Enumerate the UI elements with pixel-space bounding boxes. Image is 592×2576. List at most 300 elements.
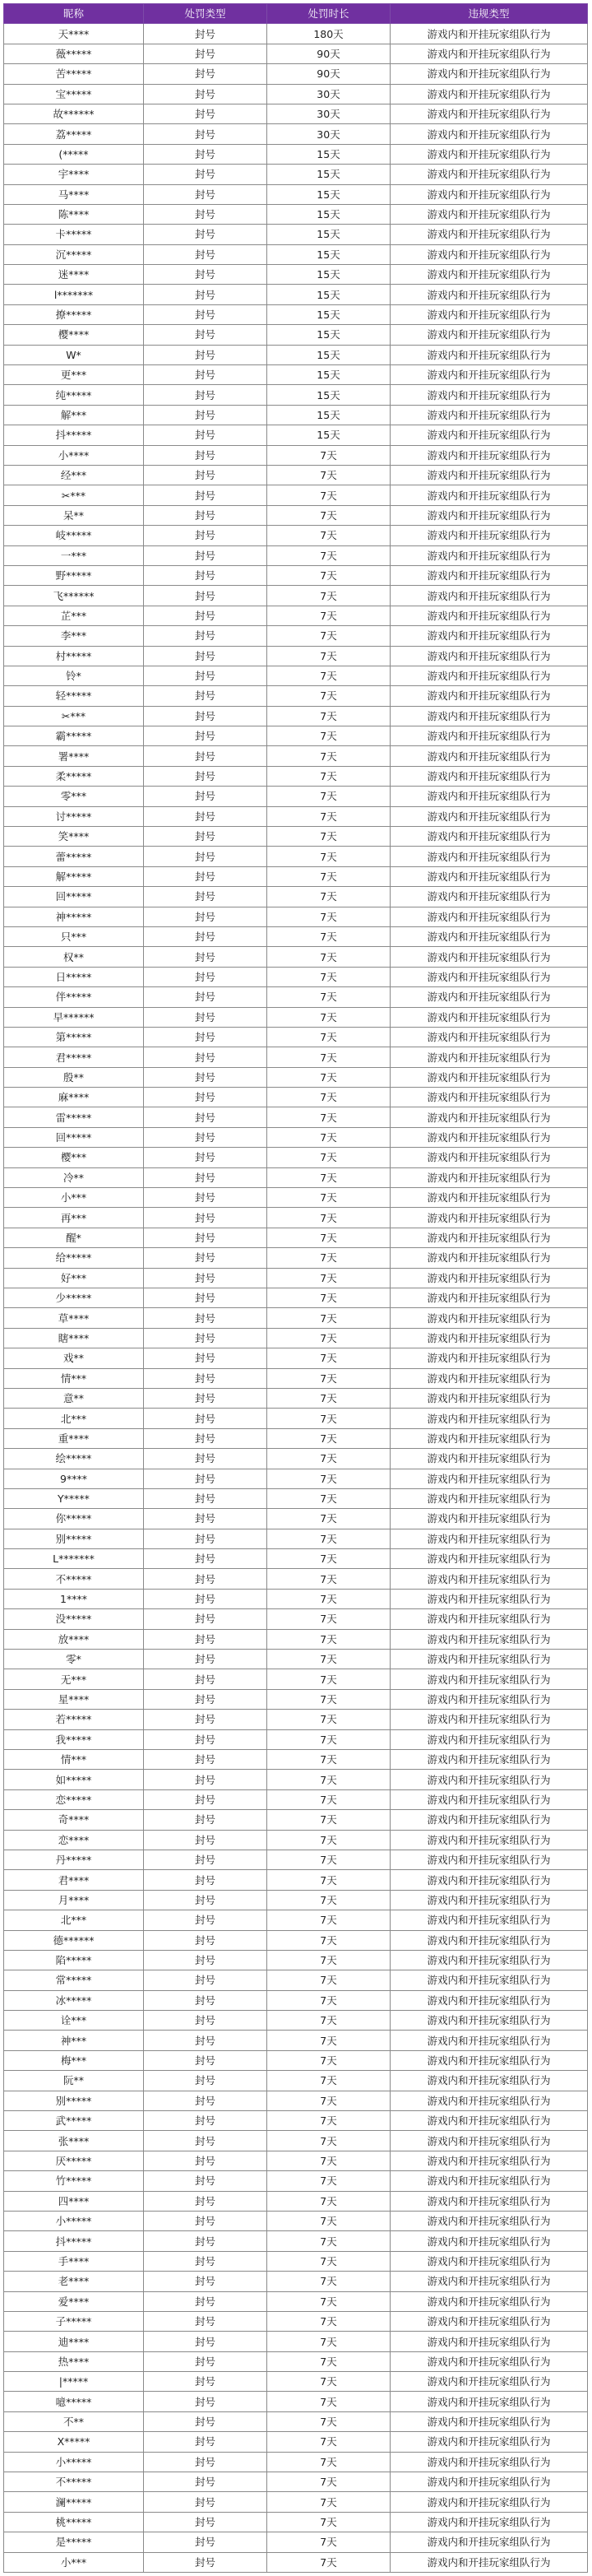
cell-penalty-type: 封号 [144, 2231, 267, 2251]
cell-penalty-duration: 7天 [267, 505, 391, 525]
cell-penalty-type: 封号 [144, 2211, 267, 2230]
cell-nickname: Y***** [4, 1488, 144, 1508]
cell-penalty-duration: 7天 [267, 2171, 391, 2191]
table-row [4, 1067, 588, 1087]
cell-penalty-type: 封号 [144, 1669, 267, 1689]
cell-violation-type: 游戏内和开挂玩家组队行为 [391, 1188, 588, 1208]
cell-violation-type: 游戏内和开挂玩家组队行为 [391, 1268, 588, 1288]
cell-violation-type: 游戏内和开挂玩家组队行为 [391, 405, 588, 425]
cell-penalty-duration: 15天 [267, 184, 391, 204]
cell-violation-type: 游戏内和开挂玩家组队行为 [391, 2392, 588, 2411]
cell-nickname: 武***** [4, 2111, 144, 2131]
cell-penalty-duration: 7天 [267, 1368, 391, 1388]
cell-penalty-duration: 7天 [267, 1348, 391, 1368]
cell-penalty-duration: 7天 [267, 606, 391, 625]
cell-penalty-duration: 7天 [267, 2472, 391, 2492]
cell-violation-type: 游戏内和开挂玩家组队行为 [391, 907, 588, 926]
cell-penalty-type: 封号 [144, 465, 267, 485]
cell-penalty-type: 封号 [144, 2091, 267, 2110]
cell-violation-type: 游戏内和开挂玩家组队行为 [391, 1167, 588, 1187]
table-row [4, 2532, 588, 2552]
cell-violation-type: 游戏内和开挂玩家组队行为 [391, 1368, 588, 1388]
cell-violation-type: 游戏内和开挂玩家组队行为 [391, 686, 588, 706]
table-row [4, 2050, 588, 2070]
table-row [4, 84, 588, 104]
cell-violation-type: 游戏内和开挂玩家组队行为 [391, 967, 588, 986]
cell-penalty-duration: 7天 [267, 1729, 391, 1749]
cell-penalty-type: 封号 [144, 204, 267, 224]
cell-nickname: 更*** [4, 365, 144, 385]
cell-penalty-type: 封号 [144, 2291, 267, 2311]
table-row [4, 1449, 588, 1469]
cell-nickname: 柔***** [4, 766, 144, 786]
cell-penalty-type: 封号 [144, 1027, 267, 1047]
cell-nickname: 如***** [4, 1770, 144, 1789]
cell-violation-type: 游戏内和开挂玩家组队行为 [391, 1930, 588, 1950]
cell-penalty-duration: 7天 [267, 1589, 391, 1608]
cell-penalty-type: 封号 [144, 787, 267, 806]
cell-penalty-duration: 15天 [267, 265, 391, 285]
cell-penalty-duration: 7天 [267, 545, 391, 565]
cell-violation-type: 游戏内和开挂玩家组队行为 [391, 144, 588, 164]
cell-penalty-type: 封号 [144, 1870, 267, 1890]
cell-violation-type: 游戏内和开挂玩家组队行为 [391, 1789, 588, 1809]
cell-penalty-type: 封号 [144, 1007, 267, 1027]
table-row [4, 1729, 588, 1749]
cell-penalty-type: 封号 [144, 526, 267, 545]
cell-violation-type: 游戏内和开挂玩家组队行为 [391, 1629, 588, 1649]
table-row [4, 787, 588, 806]
header-row [4, 4, 588, 24]
cell-penalty-type: 封号 [144, 365, 267, 385]
header-penalty-duration: 处罚时长 [267, 4, 391, 24]
cell-penalty-type: 封号 [144, 1188, 267, 1208]
cell-penalty-duration: 7天 [267, 2552, 391, 2572]
cell-violation-type: 游戏内和开挂玩家组队行为 [391, 2031, 588, 2050]
table-row [4, 907, 588, 926]
cell-penalty-type: 封号 [144, 265, 267, 285]
table-row [4, 144, 588, 164]
cell-penalty-type: 封号 [144, 1268, 267, 1288]
cell-penalty-duration: 15天 [267, 425, 391, 445]
cell-penalty-duration: 7天 [267, 1208, 391, 1228]
table-row [4, 2131, 588, 2151]
cell-penalty-type: 封号 [144, 1428, 267, 1448]
cell-penalty-duration: 7天 [267, 2452, 391, 2472]
cell-penalty-duration: 15天 [267, 165, 391, 184]
cell-penalty-type: 封号 [144, 24, 267, 44]
table-row [4, 1589, 588, 1608]
table-row [4, 1027, 588, 1047]
cell-penalty-duration: 7天 [267, 766, 391, 786]
cell-nickname: 再*** [4, 1208, 144, 1228]
cell-nickname: 零*** [4, 787, 144, 806]
cell-nickname: 常***** [4, 1970, 144, 1990]
cell-nickname: 小*** [4, 1188, 144, 1208]
cell-penalty-duration: 7天 [267, 2392, 391, 2411]
cell-penalty-duration: 7天 [267, 1228, 391, 1247]
cell-penalty-duration: 7天 [267, 2251, 391, 2271]
cell-nickname: 纯***** [4, 385, 144, 405]
cell-penalty-type: 封号 [144, 44, 267, 63]
cell-nickname: 零* [4, 1650, 144, 1669]
cell-penalty-type: 封号 [144, 1549, 267, 1569]
cell-nickname: 北*** [4, 1910, 144, 1930]
cell-penalty-duration: 15天 [267, 144, 391, 164]
cell-penalty-type: 封号 [144, 1569, 267, 1589]
cell-violation-type: 游戏内和开挂玩家组队行为 [391, 1409, 588, 1428]
cell-penalty-duration: 7天 [267, 2532, 391, 2552]
cell-nickname: 麻**** [4, 1088, 144, 1107]
cell-penalty-duration: 7天 [267, 987, 391, 1007]
cell-violation-type: 游戏内和开挂玩家组队行为 [391, 2552, 588, 2572]
cell-penalty-duration: 7天 [267, 1950, 391, 1970]
cell-penalty-type: 封号 [144, 1228, 267, 1247]
cell-penalty-duration: 7天 [267, 1067, 391, 1087]
cell-penalty-type: 封号 [144, 425, 267, 445]
table-row [4, 1107, 588, 1127]
cell-nickname: 樱**** [4, 325, 144, 345]
cell-nickname: 小**** [4, 445, 144, 465]
cell-penalty-duration: 7天 [267, 1428, 391, 1448]
table-row [4, 987, 588, 1007]
table-row [4, 2091, 588, 2110]
cell-nickname: 天**** [4, 24, 144, 44]
cell-penalty-duration: 7天 [267, 2351, 391, 2371]
cell-penalty-type: 封号 [144, 2552, 267, 2572]
cell-penalty-duration: 7天 [267, 1890, 391, 1910]
table-row [4, 847, 588, 866]
table-row [4, 104, 588, 123]
cell-violation-type: 游戏内和开挂玩家组队行为 [391, 1208, 588, 1228]
cell-penalty-type: 封号 [144, 2272, 267, 2291]
cell-nickname: 若***** [4, 1710, 144, 1729]
table-row [4, 405, 588, 425]
cell-penalty-duration: 7天 [267, 2411, 391, 2431]
table-row [4, 1208, 588, 1228]
cell-nickname: 讨***** [4, 806, 144, 826]
cell-penalty-duration: 7天 [267, 1910, 391, 1930]
table-row [4, 1388, 588, 1408]
cell-penalty-type: 封号 [144, 1248, 267, 1268]
table-row [4, 626, 588, 646]
cell-nickname: ✂*** [4, 706, 144, 726]
cell-violation-type: 游戏内和开挂玩家组队行为 [391, 2171, 588, 2191]
cell-violation-type: 游戏内和开挂玩家组队行为 [391, 646, 588, 666]
cell-nickname: 苦***** [4, 64, 144, 84]
cell-nickname: 北*** [4, 1409, 144, 1428]
cell-penalty-type: 封号 [144, 1328, 267, 1348]
cell-nickname: 野***** [4, 565, 144, 585]
cell-penalty-duration: 15天 [267, 325, 391, 345]
table-row [4, 2171, 588, 2191]
cell-penalty-duration: 7天 [267, 1288, 391, 1308]
cell-penalty-type: 封号 [144, 1409, 267, 1428]
cell-penalty-duration: 7天 [267, 866, 391, 886]
cell-violation-type: 游戏内和开挂玩家组队行为 [391, 1107, 588, 1127]
table-row [4, 385, 588, 405]
cell-penalty-type: 封号 [144, 244, 267, 264]
table-row [4, 565, 588, 585]
cell-penalty-duration: 7天 [267, 1970, 391, 1990]
cell-nickname: 不***** [4, 1569, 144, 1589]
cell-penalty-type: 封号 [144, 1789, 267, 1809]
table-row [4, 2011, 588, 2031]
cell-penalty-duration: 15天 [267, 385, 391, 405]
cell-penalty-type: 封号 [144, 225, 267, 244]
cell-penalty-duration: 7天 [267, 2311, 391, 2331]
cell-nickname: |***** [4, 2372, 144, 2392]
table-row [4, 2411, 588, 2431]
cell-nickname: 霸***** [4, 726, 144, 746]
cell-nickname: 迪**** [4, 2332, 144, 2351]
table-row [4, 44, 588, 63]
cell-violation-type: 游戏内和开挂玩家组队行为 [391, 1950, 588, 1970]
cell-penalty-type: 封号 [144, 1509, 267, 1529]
cell-violation-type: 游戏内和开挂玩家组队行为 [391, 1328, 588, 1348]
cell-violation-type: 游戏内和开挂玩家组队行为 [391, 24, 588, 44]
cell-nickname: 是***** [4, 2532, 144, 2552]
cell-penalty-duration: 7天 [267, 1449, 391, 1469]
cell-nickname: 戏** [4, 1348, 144, 1368]
cell-violation-type: 游戏内和开挂玩家组队行为 [391, 84, 588, 104]
cell-nickname: 奇**** [4, 1810, 144, 1830]
cell-penalty-duration: 7天 [267, 565, 391, 585]
cell-nickname: 抖***** [4, 2231, 144, 2251]
cell-penalty-type: 封号 [144, 124, 267, 144]
cell-nickname: 德****** [4, 1930, 144, 1950]
cell-nickname: 我***** [4, 1729, 144, 1749]
table-row [4, 345, 588, 364]
cell-nickname: 小***** [4, 2211, 144, 2230]
table-row [4, 1950, 588, 1970]
cell-penalty-duration: 7天 [267, 1409, 391, 1428]
cell-penalty-type: 封号 [144, 104, 267, 123]
table-row [4, 1248, 588, 1268]
cell-penalty-duration: 7天 [267, 847, 391, 866]
table-row [4, 1970, 588, 1990]
cell-nickname: 君***** [4, 1047, 144, 1067]
cell-violation-type: 游戏内和开挂玩家组队行为 [391, 586, 588, 606]
cell-nickname: 故****** [4, 104, 144, 123]
cell-penalty-duration: 7天 [267, 1569, 391, 1589]
cell-penalty-type: 封号 [144, 2191, 267, 2211]
cell-penalty-type: 封号 [144, 445, 267, 465]
cell-penalty-type: 封号 [144, 866, 267, 886]
table-row [4, 2492, 588, 2512]
cell-violation-type: 游戏内和开挂玩家组队行为 [391, 365, 588, 385]
cell-penalty-type: 封号 [144, 2151, 267, 2170]
cell-penalty-duration: 7天 [267, 1650, 391, 1669]
cell-penalty-duration: 7天 [267, 1609, 391, 1629]
cell-violation-type: 游戏内和开挂玩家组队行为 [391, 2452, 588, 2472]
cell-penalty-type: 封号 [144, 304, 267, 324]
cell-penalty-duration: 30天 [267, 124, 391, 144]
table-row [4, 1529, 588, 1548]
table-row [4, 806, 588, 826]
table-row [4, 505, 588, 525]
table-row [4, 1228, 588, 1247]
cell-penalty-duration: 7天 [267, 2432, 391, 2452]
cell-nickname: 恋**** [4, 1830, 144, 1850]
cell-nickname: 樱*** [4, 1148, 144, 1167]
cell-penalty-type: 封号 [144, 325, 267, 345]
cell-penalty-duration: 7天 [267, 787, 391, 806]
table-row [4, 2432, 588, 2452]
cell-penalty-type: 封号 [144, 1729, 267, 1749]
cell-violation-type: 游戏内和开挂玩家组队行为 [391, 1749, 588, 1769]
cell-penalty-type: 封号 [144, 847, 267, 866]
cell-penalty-type: 封号 [144, 2452, 267, 2472]
cell-violation-type: 游戏内和开挂玩家组队行为 [391, 2472, 588, 2492]
cell-penalty-duration: 7天 [267, 1107, 391, 1127]
cell-nickname: 小***** [4, 2452, 144, 2472]
cell-nickname: 瞎**** [4, 1328, 144, 1348]
cell-penalty-type: 封号 [144, 2532, 267, 2552]
table-row [4, 2071, 588, 2091]
cell-nickname: 飞****** [4, 586, 144, 606]
cell-penalty-duration: 30天 [267, 84, 391, 104]
table-row [4, 2211, 588, 2230]
cell-penalty-type: 封号 [144, 766, 267, 786]
table-row [4, 2311, 588, 2331]
table-row [4, 2251, 588, 2271]
cell-nickname: 厌***** [4, 2151, 144, 2170]
cell-penalty-type: 封号 [144, 2311, 267, 2331]
table-row [4, 545, 588, 565]
table-row [4, 1569, 588, 1589]
table-row [4, 2472, 588, 2492]
cell-violation-type: 游戏内和开挂玩家组队行为 [391, 746, 588, 766]
cell-penalty-type: 封号 [144, 285, 267, 304]
cell-nickname: 只*** [4, 926, 144, 946]
cell-nickname: 冰***** [4, 1990, 144, 2010]
cell-penalty-type: 封号 [144, 1148, 267, 1167]
table-row [4, 2191, 588, 2211]
table-row [4, 1789, 588, 1809]
cell-penalty-duration: 7天 [267, 2031, 391, 2050]
table-row [4, 1488, 588, 1508]
cell-violation-type: 游戏内和开挂玩家组队行为 [391, 2332, 588, 2351]
cell-violation-type: 游戏内和开挂玩家组队行为 [391, 1669, 588, 1689]
table-row [4, 1428, 588, 1448]
cell-penalty-type: 封号 [144, 666, 267, 685]
cell-nickname: 星**** [4, 1689, 144, 1709]
cell-penalty-duration: 7天 [267, 465, 391, 485]
cell-nickname: 热**** [4, 2351, 144, 2371]
cell-penalty-duration: 7天 [267, 947, 391, 967]
cell-penalty-type: 封号 [144, 2011, 267, 2031]
cell-penalty-type: 封号 [144, 1449, 267, 1469]
cell-penalty-type: 封号 [144, 1208, 267, 1228]
table-row [4, 2231, 588, 2251]
table-row [4, 1127, 588, 1147]
cell-violation-type: 游戏内和开挂玩家组队行为 [391, 1288, 588, 1308]
cell-violation-type: 游戏内和开挂玩家组队行为 [391, 2011, 588, 2031]
cell-violation-type: 游戏内和开挂玩家组队行为 [391, 445, 588, 465]
cell-violation-type: 游戏内和开挂玩家组队行为 [391, 866, 588, 886]
cell-penalty-type: 封号 [144, 1609, 267, 1629]
cell-penalty-duration: 7天 [267, 1127, 391, 1147]
cell-penalty-duration: 7天 [267, 1789, 391, 1809]
cell-penalty-type: 封号 [144, 2492, 267, 2512]
table-row [4, 947, 588, 967]
cell-penalty-type: 封号 [144, 505, 267, 525]
table-row [4, 967, 588, 986]
cell-violation-type: 游戏内和开挂玩家组队行为 [391, 1830, 588, 1850]
cell-penalty-duration: 7天 [267, 1850, 391, 1869]
cell-violation-type: 游戏内和开挂玩家组队行为 [391, 2512, 588, 2532]
cell-nickname: 卡***** [4, 225, 144, 244]
cell-penalty-type: 封号 [144, 1650, 267, 1669]
cell-violation-type: 游戏内和开挂玩家组队行为 [391, 1529, 588, 1548]
cell-violation-type: 游戏内和开挂玩家组队行为 [391, 1248, 588, 1268]
cell-violation-type: 游戏内和开挂玩家组队行为 [391, 1710, 588, 1729]
cell-penalty-duration: 7天 [267, 2011, 391, 2031]
cell-penalty-duration: 7天 [267, 445, 391, 465]
cell-violation-type: 游戏内和开挂玩家组队行为 [391, 1469, 588, 1488]
cell-penalty-type: 封号 [144, 1950, 267, 1970]
cell-violation-type: 游戏内和开挂玩家组队行为 [391, 225, 588, 244]
cell-penalty-type: 封号 [144, 1910, 267, 1930]
table-row [4, 465, 588, 485]
cell-penalty-duration: 30天 [267, 104, 391, 123]
cell-penalty-type: 封号 [144, 1770, 267, 1789]
cell-penalty-type: 封号 [144, 1288, 267, 1308]
table-row [4, 2272, 588, 2291]
cell-penalty-type: 封号 [144, 485, 267, 505]
cell-penalty-duration: 15天 [267, 244, 391, 264]
table-row [4, 1990, 588, 2010]
table-row [4, 726, 588, 746]
cell-penalty-duration: 7天 [267, 1248, 391, 1268]
cell-violation-type: 游戏内和开挂玩家组队行为 [391, 987, 588, 1007]
cell-penalty-duration: 15天 [267, 204, 391, 224]
cell-nickname: 解***** [4, 866, 144, 886]
cell-nickname: 神*** [4, 2031, 144, 2050]
cell-violation-type: 游戏内和开挂玩家组队行为 [391, 425, 588, 445]
cell-penalty-duration: 7天 [267, 706, 391, 726]
cell-nickname: 撩***** [4, 304, 144, 324]
cell-penalty-type: 封号 [144, 1890, 267, 1910]
cell-penalty-duration: 7天 [267, 1088, 391, 1107]
cell-penalty-duration: 7天 [267, 1870, 391, 1890]
cell-violation-type: 游戏内和开挂玩家组队行为 [391, 2351, 588, 2371]
cell-violation-type: 游戏内和开挂玩家组队行为 [391, 1449, 588, 1469]
table-row [4, 2552, 588, 2572]
cell-nickname: 张**** [4, 2131, 144, 2151]
cell-penalty-duration: 7天 [267, 646, 391, 666]
cell-penalty-type: 封号 [144, 2411, 267, 2431]
table-row [4, 1007, 588, 1027]
cell-penalty-type: 封号 [144, 2071, 267, 2091]
cell-penalty-type: 封号 [144, 1388, 267, 1408]
table-row [4, 1409, 588, 1428]
cell-nickname: 澜***** [4, 2492, 144, 2512]
cell-penalty-duration: 7天 [267, 806, 391, 826]
cell-penalty-type: 封号 [144, 165, 267, 184]
cell-penalty-duration: 7天 [267, 485, 391, 505]
cell-violation-type: 游戏内和开挂玩家组队行为 [391, 285, 588, 304]
cell-penalty-type: 封号 [144, 907, 267, 926]
cell-nickname: 9**** [4, 1469, 144, 1488]
cell-nickname: 雷***** [4, 1107, 144, 1127]
cell-penalty-duration: 7天 [267, 2372, 391, 2392]
cell-violation-type: 游戏内和开挂玩家组队行为 [391, 124, 588, 144]
cell-violation-type: 游戏内和开挂玩家组队行为 [391, 1650, 588, 1669]
cell-nickname: 丹***** [4, 1850, 144, 1869]
cell-penalty-duration: 7天 [267, 1488, 391, 1508]
